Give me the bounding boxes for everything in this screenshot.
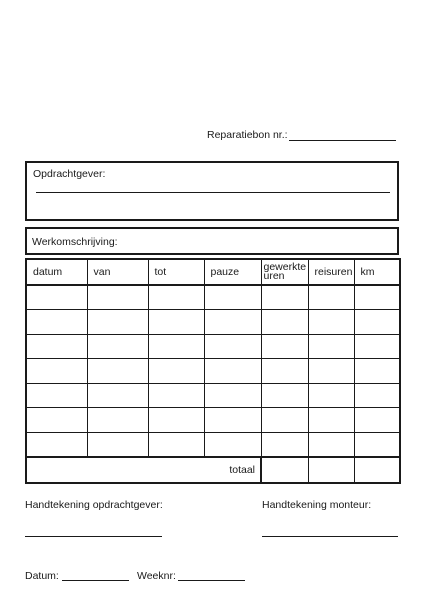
cell-tot[interactable] <box>148 432 204 457</box>
table-row <box>26 285 400 310</box>
cell-km[interactable] <box>354 310 400 335</box>
cell-km[interactable] <box>354 432 400 457</box>
table-total-row <box>26 457 400 483</box>
cell-gewerkte-uren[interactable] <box>261 359 308 384</box>
column-header-van: van <box>87 259 148 285</box>
cell-gewerkte-uren[interactable] <box>261 408 308 433</box>
cell-van[interactable] <box>87 432 148 457</box>
cell-datum[interactable] <box>26 432 87 457</box>
cell-pauze[interactable] <box>204 432 261 457</box>
mechanic-signature-label: Handtekening monteur: <box>262 499 372 511</box>
cell-reisuren[interactable] <box>308 310 354 335</box>
cell-tot[interactable] <box>148 408 204 433</box>
cell-van[interactable] <box>87 285 148 310</box>
cell-reisuren[interactable] <box>308 334 354 359</box>
cell-reisuren[interactable] <box>308 383 354 408</box>
table-row <box>26 432 400 457</box>
total-reisuren[interactable] <box>308 457 354 483</box>
client-box <box>25 161 399 221</box>
cell-km[interactable] <box>354 334 400 359</box>
cell-pauze[interactable] <box>204 359 261 384</box>
table-row <box>26 310 400 335</box>
cell-pauze[interactable] <box>204 334 261 359</box>
cell-pauze[interactable] <box>204 285 261 310</box>
column-header-pauze: pauze <box>204 259 261 285</box>
table-row <box>26 334 400 359</box>
cell-gewerkte-uren[interactable] <box>261 383 308 408</box>
repair-number-field[interactable] <box>289 140 396 141</box>
week-number-field[interactable] <box>178 580 245 581</box>
cell-reisuren[interactable] <box>308 285 354 310</box>
cell-pauze[interactable] <box>204 310 261 335</box>
total-km[interactable] <box>354 457 400 483</box>
table-row <box>26 408 400 433</box>
repair-number-label: Reparatiebon nr.: <box>207 129 288 141</box>
cell-km[interactable] <box>354 383 400 408</box>
total-gewerkte-uren[interactable] <box>261 457 308 483</box>
cell-km[interactable] <box>354 408 400 433</box>
cell-tot[interactable] <box>148 334 204 359</box>
cell-reisuren[interactable] <box>308 432 354 457</box>
cell-datum[interactable] <box>26 334 87 359</box>
column-header-datum: datum <box>26 259 87 285</box>
work-description-box[interactable] <box>25 227 399 255</box>
cell-tot[interactable] <box>148 383 204 408</box>
client-field[interactable] <box>36 192 390 193</box>
cell-van[interactable] <box>87 383 148 408</box>
cell-datum[interactable] <box>26 310 87 335</box>
cell-reisuren[interactable] <box>308 408 354 433</box>
time-table <box>25 258 401 484</box>
cell-datum[interactable] <box>26 285 87 310</box>
cell-datum[interactable] <box>26 359 87 384</box>
table-row <box>26 359 400 384</box>
cell-tot[interactable] <box>148 285 204 310</box>
cell-pauze[interactable] <box>204 383 261 408</box>
client-label: Opdrachtgever: <box>33 168 106 180</box>
week-number-label: Weeknr: <box>137 570 176 582</box>
date-field[interactable] <box>62 580 129 581</box>
cell-gewerkte-uren[interactable] <box>261 310 308 335</box>
date-label: Datum: <box>25 570 59 582</box>
cell-datum[interactable] <box>26 408 87 433</box>
cell-van[interactable] <box>87 334 148 359</box>
cell-van[interactable] <box>87 310 148 335</box>
cell-km[interactable] <box>354 359 400 384</box>
cell-van[interactable] <box>87 408 148 433</box>
cell-reisuren[interactable] <box>308 359 354 384</box>
column-header-reisuren: reisuren <box>308 259 354 285</box>
cell-gewerkte-uren[interactable] <box>261 432 308 457</box>
client-signature-label: Handtekening opdrachtgever: <box>25 499 163 511</box>
column-header-gewerkte-uren: gewerkte uren <box>261 259 308 285</box>
cell-pauze[interactable] <box>204 408 261 433</box>
cell-gewerkte-uren[interactable] <box>261 334 308 359</box>
cell-km[interactable] <box>354 285 400 310</box>
cell-tot[interactable] <box>148 359 204 384</box>
cell-datum[interactable] <box>26 383 87 408</box>
cell-tot[interactable] <box>148 310 204 335</box>
mechanic-signature-field[interactable] <box>262 536 398 537</box>
client-signature-field[interactable] <box>25 536 162 537</box>
work-description-label: Werkomschrijving: <box>32 236 118 248</box>
cell-gewerkte-uren[interactable] <box>261 285 308 310</box>
column-header-tot: tot <box>148 259 204 285</box>
table-row <box>26 383 400 408</box>
total-label: totaal <box>26 457 261 483</box>
column-header-km: km <box>354 259 400 285</box>
cell-van[interactable] <box>87 359 148 384</box>
table-header-row <box>26 259 400 285</box>
